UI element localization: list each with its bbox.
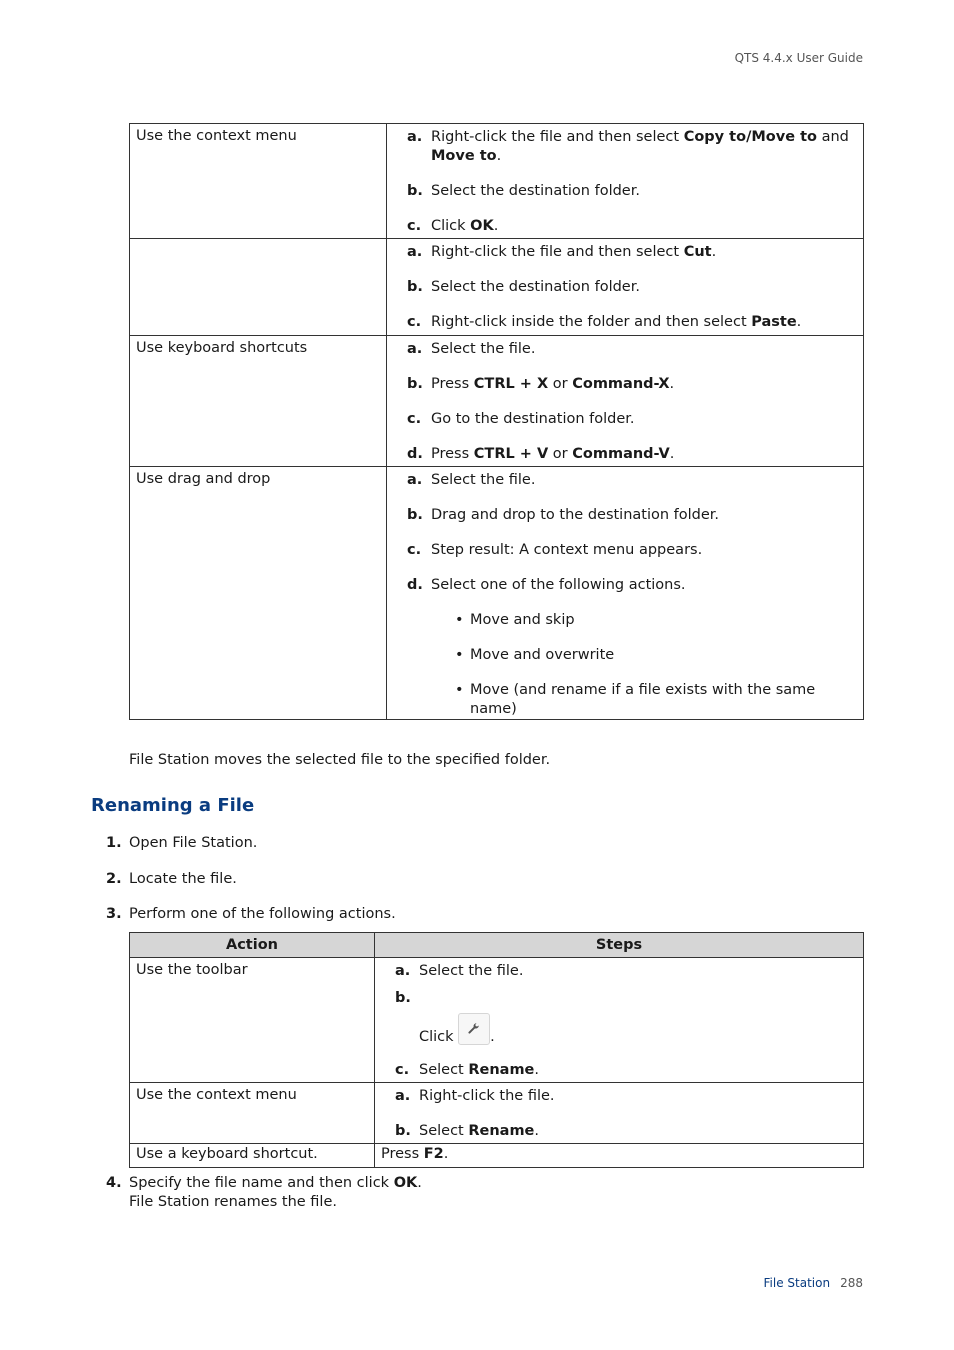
list-item: 2. Locate the file. xyxy=(106,871,237,887)
steps-cell: Press F2. xyxy=(375,1144,864,1168)
list-item: a. Select the file. xyxy=(407,472,536,488)
column-header-action: Action xyxy=(130,933,375,958)
list-item: c. Go to the destination folder. xyxy=(407,411,635,427)
table-row xyxy=(130,239,864,336)
list-item: 4. Specify the file name and then click OK. File Station renames the file. xyxy=(106,1175,422,1210)
table-row xyxy=(130,336,864,467)
list-item: a. Right-click the file and then select Cut. xyxy=(407,244,717,260)
table-row xyxy=(130,467,864,720)
list-item: a. Select the file. xyxy=(407,341,536,357)
list-item: d. Select one of the following actions. xyxy=(407,577,686,593)
result-text: File Station moves the selected file to the specified folder. xyxy=(129,752,551,768)
action-cell: Use drag and drop xyxy=(130,467,387,720)
table-row xyxy=(130,124,864,239)
steps-cell xyxy=(387,124,864,239)
list-item: b. Select the destination folder. xyxy=(407,183,640,199)
action-cell: Use the context menu xyxy=(130,124,387,239)
rename-methods-table xyxy=(129,932,864,1168)
step-result: File Station renames the file. xyxy=(129,1194,337,1210)
list-item: d. Press CTRL + V or Command-V. xyxy=(407,446,675,462)
section-title: Renaming a File xyxy=(91,795,255,816)
list-item: b. Click . xyxy=(395,990,495,1045)
list-item: c. Select Rename. xyxy=(395,1062,540,1078)
list-item: b. Drag and drop to the destination folder. xyxy=(407,507,720,523)
steps-cell xyxy=(375,958,864,1083)
table-header-row xyxy=(130,933,864,958)
table-row xyxy=(130,958,864,1083)
steps-cell xyxy=(387,336,864,467)
footer-section: File Station xyxy=(763,1276,831,1290)
steps-cell xyxy=(387,239,864,336)
list-item: c. Step result: A context menu appears. xyxy=(407,542,703,558)
list-item: a. Right-click the file and then select Copy to/Move to and Move to. xyxy=(407,129,849,164)
list-item: 1. Open File Station. xyxy=(106,835,258,851)
steps-cell xyxy=(387,467,864,720)
list-item: c. Right-click inside the folder and then select Paste. xyxy=(407,314,802,330)
rename-step-4 xyxy=(91,1174,422,1212)
bullet-item: • Move and overwrite xyxy=(455,647,615,663)
action-cell: Use the context menu xyxy=(130,1083,375,1144)
more-settings-button[interactable] xyxy=(458,1013,490,1045)
list-item: a. Right-click the file. xyxy=(395,1088,555,1104)
page-footer xyxy=(764,1276,863,1290)
steps-cell xyxy=(375,1083,864,1144)
list-item: 3. Perform one of the following actions. xyxy=(106,906,396,922)
bullet-item: • Move and skip xyxy=(455,612,575,628)
rename-steps xyxy=(91,834,396,924)
action-cell: Use the toolbar xyxy=(130,958,375,1083)
move-methods-table xyxy=(129,123,864,720)
bullet-item: • Move (and rename if a file exists with the same name) xyxy=(455,682,816,717)
table-row xyxy=(130,1144,864,1168)
list-item: a. Select the file. xyxy=(395,963,524,979)
action-cell xyxy=(130,239,387,336)
list-item: b. Select the destination folder. xyxy=(407,279,640,295)
list-item: b. Press CTRL + X or Command-X. xyxy=(407,376,675,392)
action-cell: Use a keyboard shortcut. xyxy=(130,1144,375,1168)
list-item: c. Click OK. xyxy=(407,218,499,234)
page-number: 288 xyxy=(840,1276,863,1290)
table-row xyxy=(130,1083,864,1144)
column-header-steps: Steps xyxy=(375,933,864,958)
action-cell: Use keyboard shortcuts xyxy=(130,336,387,467)
list-item: b. Select Rename. xyxy=(395,1123,540,1139)
page-header: QTS 4.4.x User Guide xyxy=(734,51,863,65)
wrench-icon xyxy=(467,1022,481,1036)
